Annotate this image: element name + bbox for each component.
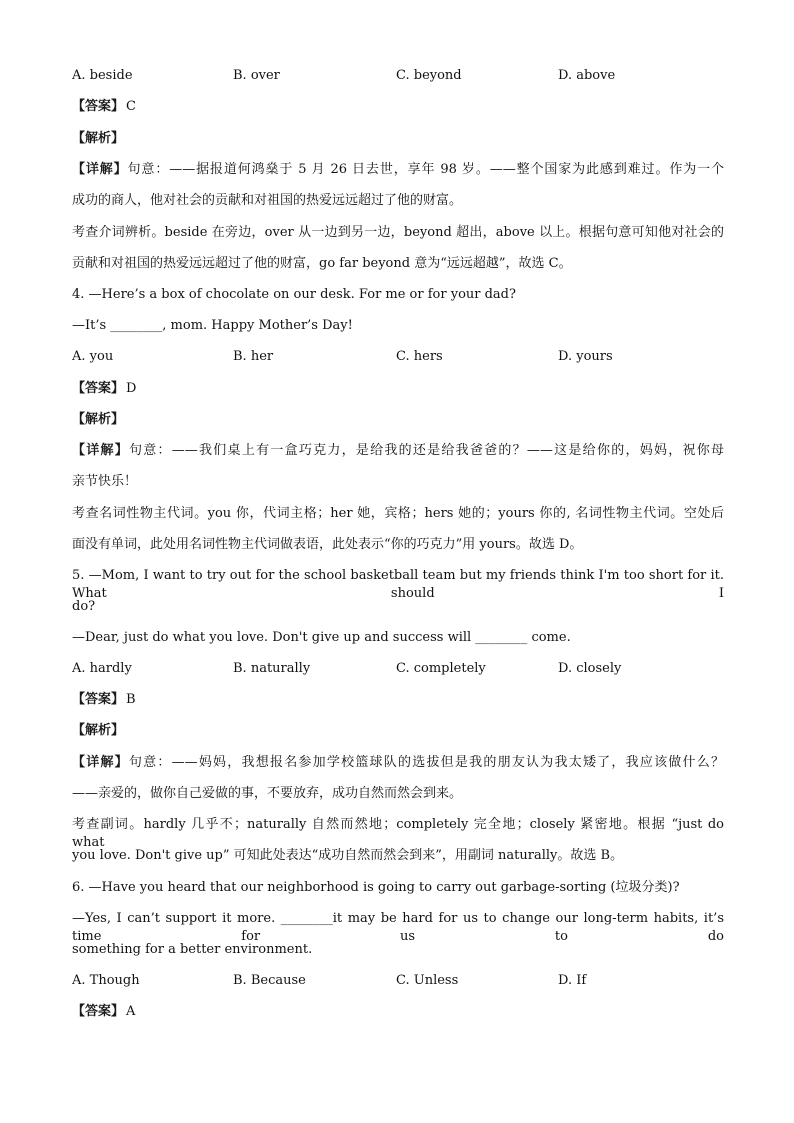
q4-options	[72, 348, 724, 366]
answer-value: B	[126, 692, 136, 707]
q5-explain-line-2: you love. Don't give up” 可知此处表达“成功自然而然会到来”，用副词 naturally。故选 B。	[72, 848, 624, 863]
detail-label: 【详解】	[72, 755, 129, 770]
q4-option-a: A. you	[72, 349, 114, 364]
q5-option-a: A. hardly	[72, 661, 132, 676]
answer-label: 【答案】	[72, 381, 125, 396]
answer-label: 【答案】	[72, 1004, 125, 1019]
q4-stem-line-2: —It’s ________, mom. Happy Mother’s Day!	[72, 318, 353, 333]
q6-option-a: A. Though	[72, 973, 140, 988]
q5-explain-line-1: 考查副词。hardly 几乎不；naturally 自然而然地；completely 完全地；closely 紧密地。根据 “just do what	[72, 817, 724, 850]
q6-option-d: D. If	[558, 973, 587, 988]
q3-options	[72, 67, 724, 85]
analysis-label: 【解析】	[72, 131, 125, 146]
answer-value: A	[126, 1004, 136, 1019]
detail-text: 句意：——妈妈，我想报名参加学校篮球队的选拔但是我的朋友认为我太矮了，我应该做什么？	[128, 755, 724, 770]
q6-options	[72, 972, 724, 990]
q6-stem-line-3: something for a better environment.	[72, 942, 313, 957]
answer-value: C	[126, 99, 136, 114]
q6-answer	[72, 1003, 724, 1021]
q6-option-c: C. Unless	[396, 973, 459, 988]
q4-explain-line-2: 面没有单词，此处用名词性物主代词做表语，此处表示“你的巧克力”用 yours。故选 D。	[72, 537, 583, 552]
q5-option-d: D. closely	[558, 661, 622, 676]
q4-detail-line-1	[72, 442, 724, 460]
analysis-label: 【解析】	[72, 412, 125, 427]
q5-option-c: C. completely	[396, 661, 486, 676]
q3-option-c: C. beyond	[396, 68, 462, 83]
q5-option-b: B. naturally	[233, 661, 311, 676]
q4-detail-line-2: 亲节快乐！	[72, 474, 138, 489]
q3-explain-line-1: 考查介词辨析。beside 在旁边，over 从一边到另一边，beyond 超出，above 以上。根据句意可知他对社会的	[72, 225, 724, 240]
detail-text: 句意：——我们桌上有一盒巧克力，是给我的还是给我爸爸的？——这是给你的，妈妈，祝你母	[129, 443, 724, 458]
analysis-label: 【解析】	[72, 723, 125, 738]
q5-detail-line-2: ——亲爱的，做你自己爱做的事，不要放弃，成功自然而然会到来。	[72, 786, 463, 801]
q5-detail-line-1	[72, 754, 724, 772]
answer-label: 【答案】	[72, 692, 125, 707]
q3-explain-line-2: 贡献和对祖国的热爱远远超过了他的财富，go far beyond 意为“远远超越”，故选 C。	[72, 256, 572, 271]
q5-options	[72, 660, 724, 678]
q5-stem-line-2: do?	[72, 599, 96, 614]
q5-analysis-label	[72, 722, 724, 740]
q3-detail-line-2: 成功的商人，他对社会的贡献和对祖国的热爱远远超过了他的财富。	[72, 193, 463, 208]
q6-stem-line-2: —Yes, I can’t support it more. ________it may be hard for us to change our long-term habits, it’s time for us to do	[72, 911, 724, 944]
detail-label: 【详解】	[72, 443, 130, 458]
q3-option-b: B. over	[233, 68, 280, 83]
q4-stem-line-1: 4. —Here’s a box of chocolate on our desk. For me or for your dad?	[72, 287, 516, 302]
q3-option-d: D. above	[558, 68, 616, 83]
q5-stem-line-3: —Dear, just do what you love. Don't give up and success will ________ come.	[72, 630, 571, 645]
q6-option-b: B. Because	[233, 973, 306, 988]
q3-answer	[72, 98, 724, 116]
q4-option-c: C. hers	[396, 349, 443, 364]
q3-analysis-label	[72, 130, 724, 148]
q4-analysis-label	[72, 411, 724, 429]
q3-detail-line-1	[72, 161, 724, 179]
q4-option-d: D. yours	[558, 349, 613, 364]
answer-label: 【答案】	[72, 99, 125, 114]
q5-answer	[72, 691, 724, 709]
q3-option-a: A. beside	[72, 68, 133, 83]
q6-stem-line-1: 6. —Have you heard that our neighborhood is going to carry out garbage-sorting (垃圾分类)?	[72, 880, 680, 895]
q5-stem-line-1: 5. —Mom, I want to try out for the school basketball team but my friends think I'm too short for it. What should I	[72, 568, 724, 601]
q4-explain-line-1: 考查名词性物主代词。you 你，代词主格；her 她，宾格；hers 她的；yours 你的, 名词性物主代词。空处后	[72, 506, 724, 521]
answer-value: D	[126, 381, 137, 396]
q4-option-b: B. her	[233, 349, 274, 364]
detail-label: 【详解】	[72, 162, 128, 177]
detail-text: 句意：——据报道何鸿燊于 5 月 26 日去世，享年 98 岁。——整个国家为此感到难过。作为一个	[127, 162, 724, 177]
q4-answer	[72, 380, 724, 398]
